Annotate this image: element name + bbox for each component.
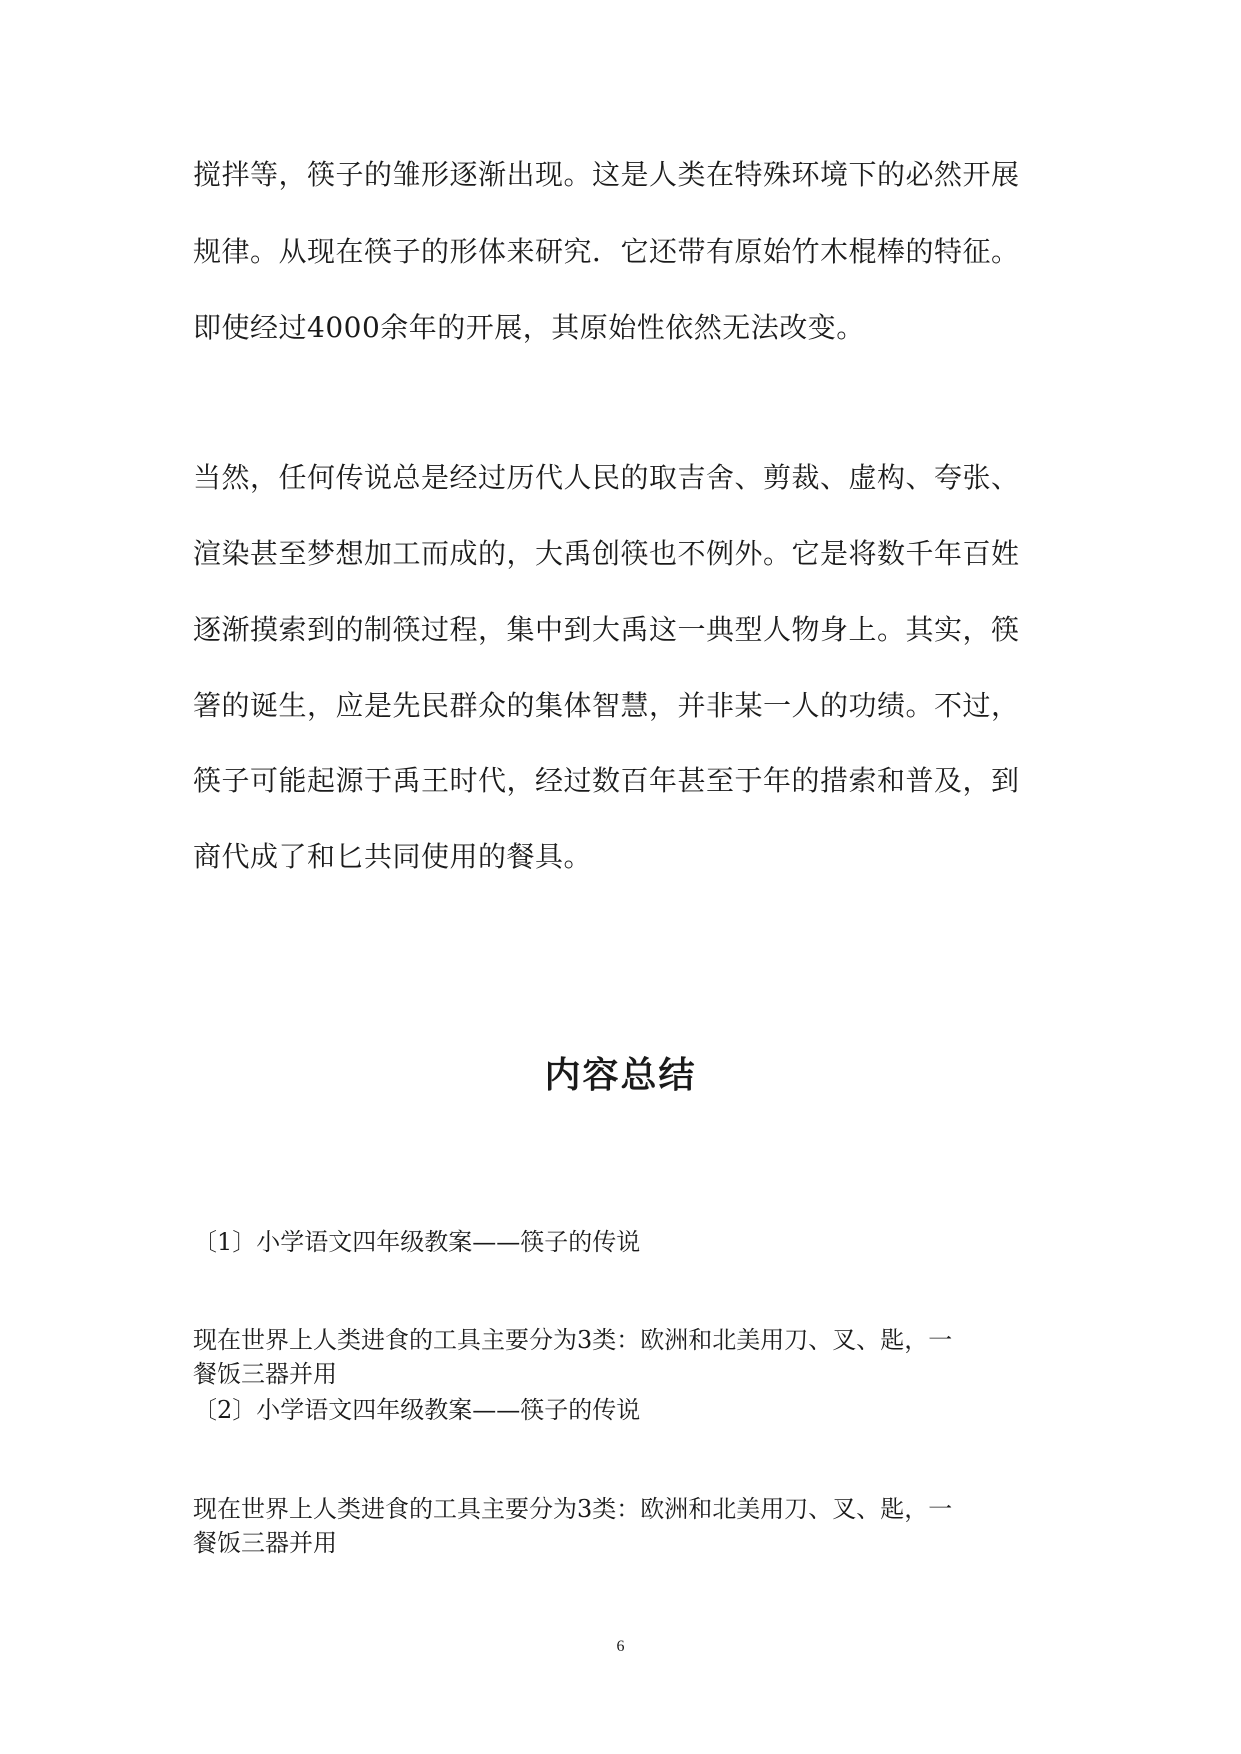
- paragraph-2-line-4: 箸的诞生，应是先民群众的集体智慧，并非某一人的功绩。不过，: [193, 689, 1020, 722]
- paragraph-2-line-1: 当然，任何传说总是经过历代人民的取吉舍、剪裁、虚构、夸张、: [193, 461, 1020, 494]
- paragraph-1-line-3: 即使经过4000余年的开展，其原始性依然无法改变。: [193, 311, 865, 344]
- section-heading: 内容总结: [544, 1055, 697, 1096]
- summary-item-1-text-line-2: 餐饭三器并用: [193, 1360, 337, 1388]
- summary-item-2-text-line-1: 现在世界上人类进食的工具主要分为3类：欧洲和北美用刀、叉、匙，一: [193, 1495, 953, 1523]
- paragraph-1-line-1: 搅拌等，筷子的雏形逐渐出现。这是人类在特殊环境下的必然开展: [193, 158, 1020, 191]
- summary-item-2-text-line-2: 餐饭三器并用: [193, 1529, 337, 1557]
- page-number: 6: [616, 1638, 625, 1655]
- summary-item-1-text-line-1: 现在世界上人类进食的工具主要分为3类：欧洲和北美用刀、叉、匙，一: [193, 1326, 953, 1354]
- summary-item-1-title: 〔1〕小学语文四年级教案——筷子的传说: [193, 1228, 641, 1256]
- paragraph-1-line-2: 规律。从现在筷子的形体来研究．它还带有原始竹木棍棒的特征。: [193, 235, 1020, 268]
- summary-item-2-title: 〔2〕小学语文四年级教案——筷子的传说: [193, 1396, 641, 1424]
- paragraph-2-line-6: 商代成了和匕共同使用的餐具。: [193, 840, 593, 873]
- paragraph-2-line-2: 渲染甚至梦想加工而成的，大禹创筷也不例外。它是将数千年百姓: [193, 537, 1020, 570]
- paragraph-2-line-5: 筷子可能起源于禹王时代，经过数百年甚至于年的措索和普及，到: [193, 764, 1020, 797]
- paragraph-2-line-3: 逐渐摸索到的制筷过程，集中到大禹这一典型人物身上。其实，筷: [193, 613, 1020, 646]
